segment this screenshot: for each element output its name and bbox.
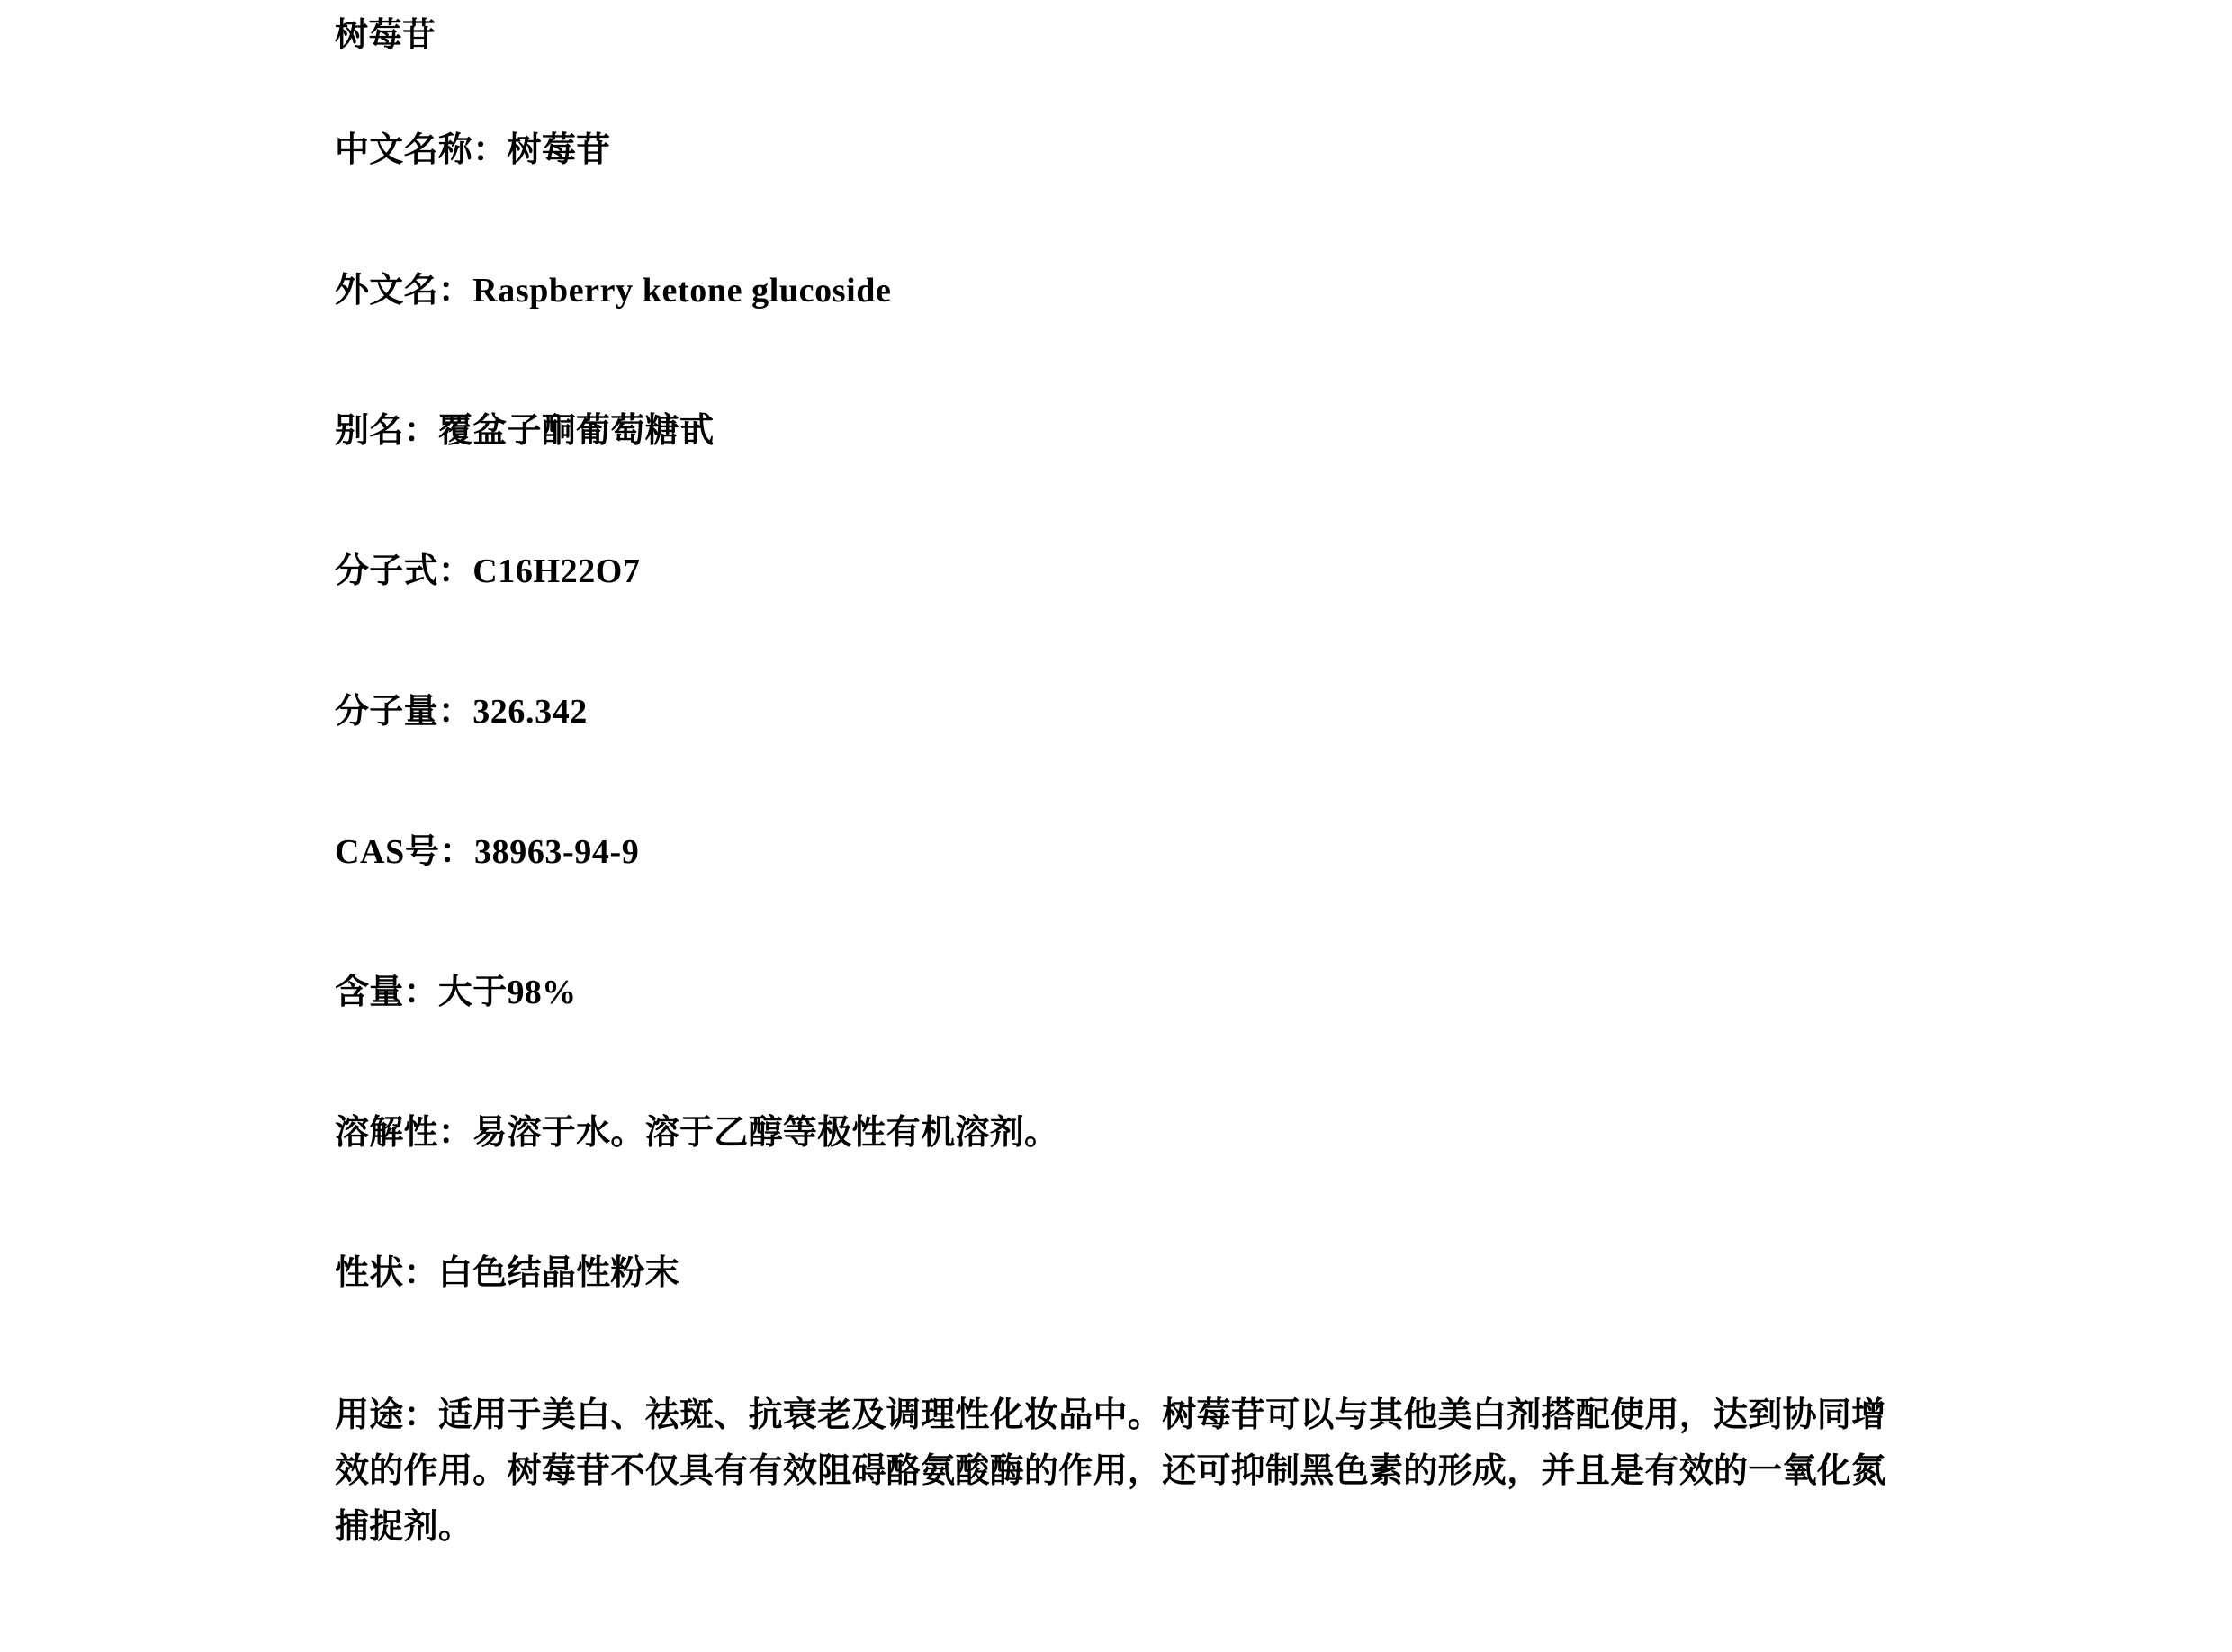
field-alias bbox=[335, 405, 1901, 457]
field-label: 中文名称： bbox=[335, 131, 508, 169]
field-molecular-formula bbox=[335, 545, 1901, 597]
field-value: 38963-94-9 bbox=[474, 833, 640, 871]
spacer bbox=[335, 58, 1901, 124]
field-chinese-name bbox=[335, 124, 1901, 176]
spacer bbox=[335, 738, 1901, 826]
field-value: 树莓苷 bbox=[507, 131, 611, 169]
field-value: 易溶于水。溶于乙醇等极性有机溶剂。 bbox=[472, 1114, 1059, 1152]
field-value: 适用于美白、祛斑、抗衰老及调理性化妆品中。树莓苷可以与其他美白剂搭配使用，达到协同增效的作用。树莓苷不仅具有有效阻碍酪氨酸酶的作用，还可抑制黑色素的形成，并且是有效的一氧化氮捕捉剂。 bbox=[335, 1396, 1886, 1546]
spacer bbox=[335, 597, 1901, 686]
spacer bbox=[335, 1299, 1901, 1387]
field-value: 326.342 bbox=[472, 693, 588, 731]
spacer bbox=[335, 1159, 1901, 1247]
field-molecular-weight bbox=[335, 686, 1901, 738]
field-label: 性状： bbox=[335, 1254, 438, 1292]
field-cas-number bbox=[335, 826, 1901, 878]
spacer bbox=[335, 317, 1901, 405]
field-label: 别名： bbox=[335, 412, 438, 450]
field-label: 溶解性： bbox=[335, 1114, 473, 1152]
field-value: 大于98% bbox=[437, 974, 577, 1011]
spacer bbox=[335, 1019, 1901, 1107]
field-appearance bbox=[335, 1247, 1901, 1299]
field-label: CAS号： bbox=[335, 833, 475, 871]
field-label: 外文名： bbox=[335, 272, 473, 310]
field-content bbox=[335, 966, 1901, 1019]
document-body bbox=[335, 0, 1901, 1555]
field-value: C16H22O7 bbox=[472, 552, 641, 590]
field-label: 分子量： bbox=[335, 693, 473, 731]
field-value: Raspberry ketone glucoside bbox=[472, 272, 892, 310]
spacer bbox=[335, 176, 1901, 265]
field-foreign-name bbox=[335, 265, 1901, 317]
field-label: 用途： bbox=[335, 1396, 438, 1434]
page-title: 树莓苷 bbox=[335, 17, 436, 54]
field-value: 覆盆子酮葡萄糖甙 bbox=[437, 412, 715, 450]
field-solubility bbox=[335, 1107, 1901, 1159]
spacer bbox=[335, 878, 1901, 966]
spacer bbox=[335, 457, 1901, 545]
field-usage bbox=[335, 1387, 1901, 1555]
field-value: 白色结晶性粉末 bbox=[437, 1254, 680, 1292]
field-label: 含量： bbox=[335, 974, 438, 1011]
field-label: 分子式： bbox=[335, 552, 473, 590]
